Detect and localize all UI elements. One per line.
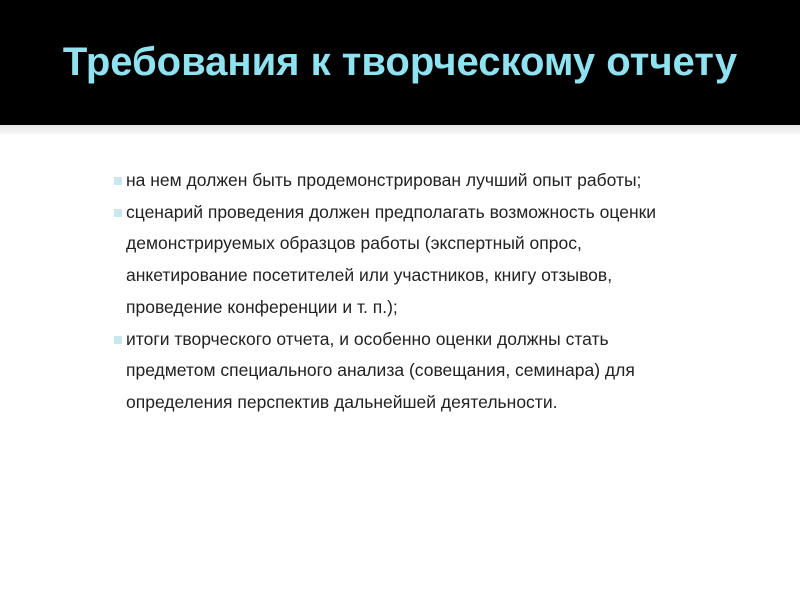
bullet-item	[114, 197, 694, 324]
title-divider	[0, 125, 800, 134]
square-bullet-icon	[114, 177, 122, 185]
square-bullet-icon	[114, 336, 122, 344]
slide-title: Требования к творческому отчету	[62, 40, 738, 84]
bullet-text: сценарий проведения должен предполагать возможность оценки демонстрируемых образцов работы (экспертный опрос, анкетирование посетителей или участников, книгу отзывов, проведение конференции и т. п.);	[126, 201, 657, 317]
bullet-item	[114, 165, 694, 197]
bullet-text: итоги творческого отчета, и особенно оценки должны стать предметом специального анализа (совещания, семинара) для определения перспектив дальнейшей деятельности.	[126, 328, 635, 412]
bullet-list	[114, 165, 694, 419]
square-bullet-icon	[114, 209, 122, 217]
bullet-text: на нем должен быть продемонстрирован лучший опыт работы;	[126, 170, 642, 190]
bullet-item	[114, 324, 694, 419]
